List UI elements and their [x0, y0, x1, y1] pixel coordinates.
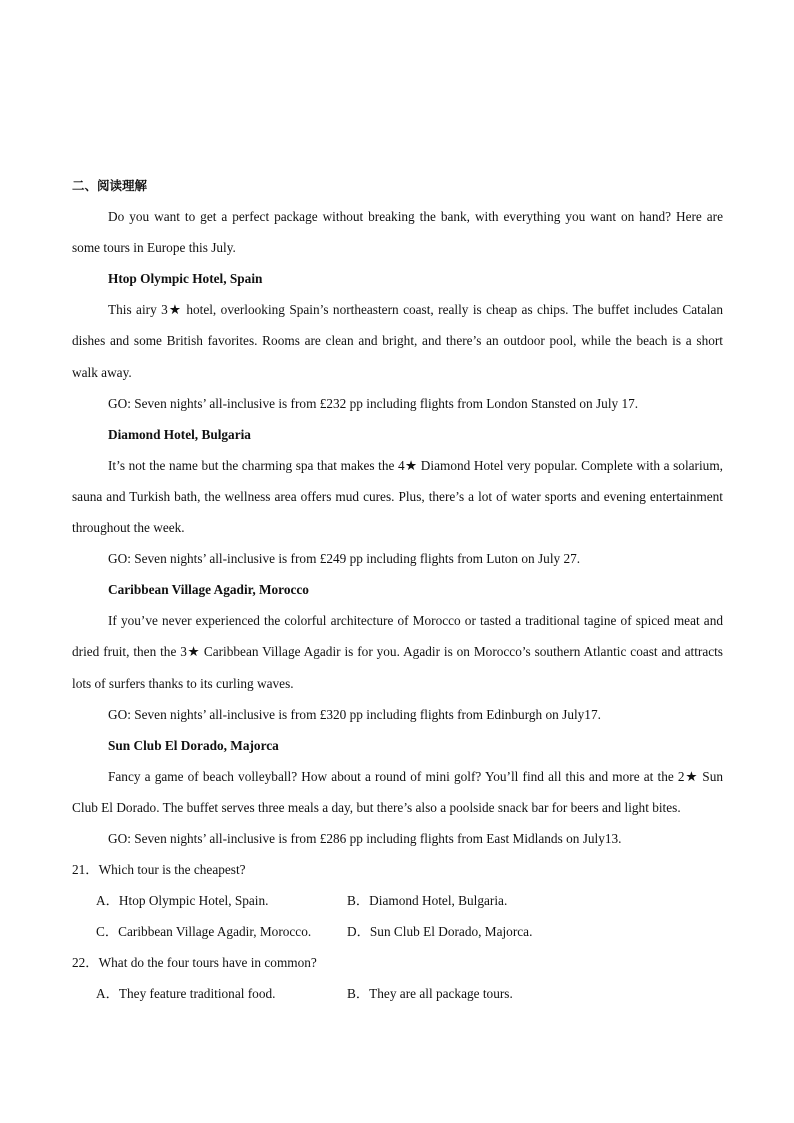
question-21-option-b: B．Diamond Hotel, Bulgaria.	[347, 893, 508, 909]
hotel-go-bulgaria: GO: Seven nights’ all-inclusive is from £249 pp including flights from Luton on July 27.	[108, 551, 581, 567]
hotel-go-morocco: GO: Seven nights’ all-inclusive is from £320 pp including flights from Edinburgh on July17.	[108, 706, 601, 722]
question-21-option-a: A．Htop Olympic Hotel, Spain.	[96, 893, 269, 909]
hotel-title-spain: Htop Olympic Hotel, Spain	[108, 271, 263, 287]
question-21-option-c: C．Caribbean Village Agadir, Morocco.	[96, 924, 312, 940]
hotel-description-bulgaria: It’s not the name but the charming spa that makes the 4★ Diamond Hotel very popular. Complete with a solarium, sauna and Turkish bath, the wellness area offers mud cures. Plus, there’s a lot of water sports and evening entertainment throughout the week.	[72, 457, 723, 536]
hotel-title-morocco: Caribbean Village Agadir, Morocco	[108, 582, 309, 598]
section-title: 二、阅读理解	[72, 178, 148, 193]
question-22-option-a: A．They feature traditional food.	[96, 986, 276, 1002]
document-page	[72, 170, 723, 1010]
question-21-stem: 21．Which tour is the cheapest?	[72, 862, 246, 878]
question-21-options-row-1	[72, 885, 723, 916]
question-21-option-d: D．Sun Club El Dorado, Majorca.	[347, 924, 533, 940]
hotel-title-majorca: Sun Club El Dorado, Majorca	[108, 737, 279, 753]
intro-paragraph: Do you want to get a perfect package without breaking the bank, with everything you want on hand? Here are some tours in Europe this July.	[72, 209, 723, 256]
hotel-title-bulgaria: Diamond Hotel, Bulgaria	[108, 426, 251, 442]
hotel-description-majorca: Fancy a game of beach volleyball? How about a round of mini golf? You’ll find all this and more at the 2★ Sun Club El Dorado. The buffet serves three meals a day, but there’s also a poolside snack bar for beers and light bites.	[72, 768, 723, 815]
question-22-stem: 22．What do the four tours have in common?	[72, 955, 317, 971]
question-22-options-row-1	[72, 978, 723, 1009]
hotel-description-spain: This airy 3★ hotel, overlooking Spain’s northeastern coast, really is cheap as chips. The buffet includes Catalan dishes and some British favorites. Rooms are clean and bright, and there’s an outdoor pool, while the beach is a short walk away.	[72, 302, 723, 380]
question-21-options-row-2	[72, 916, 723, 947]
hotel-go-spain: GO: Seven nights’ all-inclusive is from £232 pp including flights from London Stansted on July 17.	[108, 395, 639, 411]
hotel-go-majorca: GO: Seven nights’ all-inclusive is from £286 pp including flights from East Midlands on July13.	[108, 830, 622, 846]
hotel-description-morocco: If you’ve never experienced the colorful architecture of Morocco or tasted a traditional tagine of spiced meat and dried fruit, then the 3★ Caribbean Village Agadir is for you. Agadir is on Morocco’s southern Atlantic coast and attracts lots of surfers thanks to its curling waves.	[72, 613, 723, 691]
question-22-option-b: B．They are all package tours.	[347, 986, 513, 1002]
